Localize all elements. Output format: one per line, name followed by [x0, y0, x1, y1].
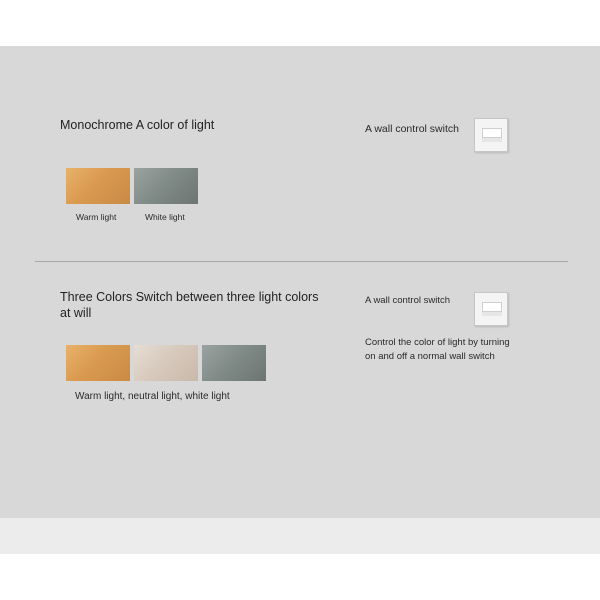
- neutral-light-swatch: [134, 345, 198, 381]
- bottom-strip: [0, 518, 600, 554]
- warm-light-swatch: [66, 168, 130, 204]
- section2-switch-label: A wall control switch: [365, 295, 451, 306]
- section1-title: Monochrome A color of light: [60, 118, 215, 132]
- section2-swatches-caption: Warm light, neutral light, white light: [75, 391, 230, 402]
- switch-rocker-2: [482, 302, 502, 312]
- warm-light-swatch-2: [66, 345, 130, 381]
- white-light-label: White light: [145, 212, 185, 222]
- section2-title: Three Colors Switch between three light colors at will: [60, 290, 319, 320]
- wall-switch-icon-2: [474, 292, 508, 326]
- wall-switch-icon: [474, 118, 508, 152]
- section2-description: Control the color of light by turning on and off a normal wall switch: [365, 337, 510, 362]
- section1-switch-label: A wall control switch: [365, 123, 459, 135]
- warm-light-label: Warm light: [76, 212, 117, 222]
- section-divider: [35, 261, 568, 262]
- white-light-swatch: [134, 168, 198, 204]
- switch-rocker: [482, 128, 502, 138]
- switch-rocker-shadow: [482, 138, 502, 142]
- switch-rocker-shadow-2: [482, 312, 502, 316]
- white-light-swatch-2: [202, 345, 266, 381]
